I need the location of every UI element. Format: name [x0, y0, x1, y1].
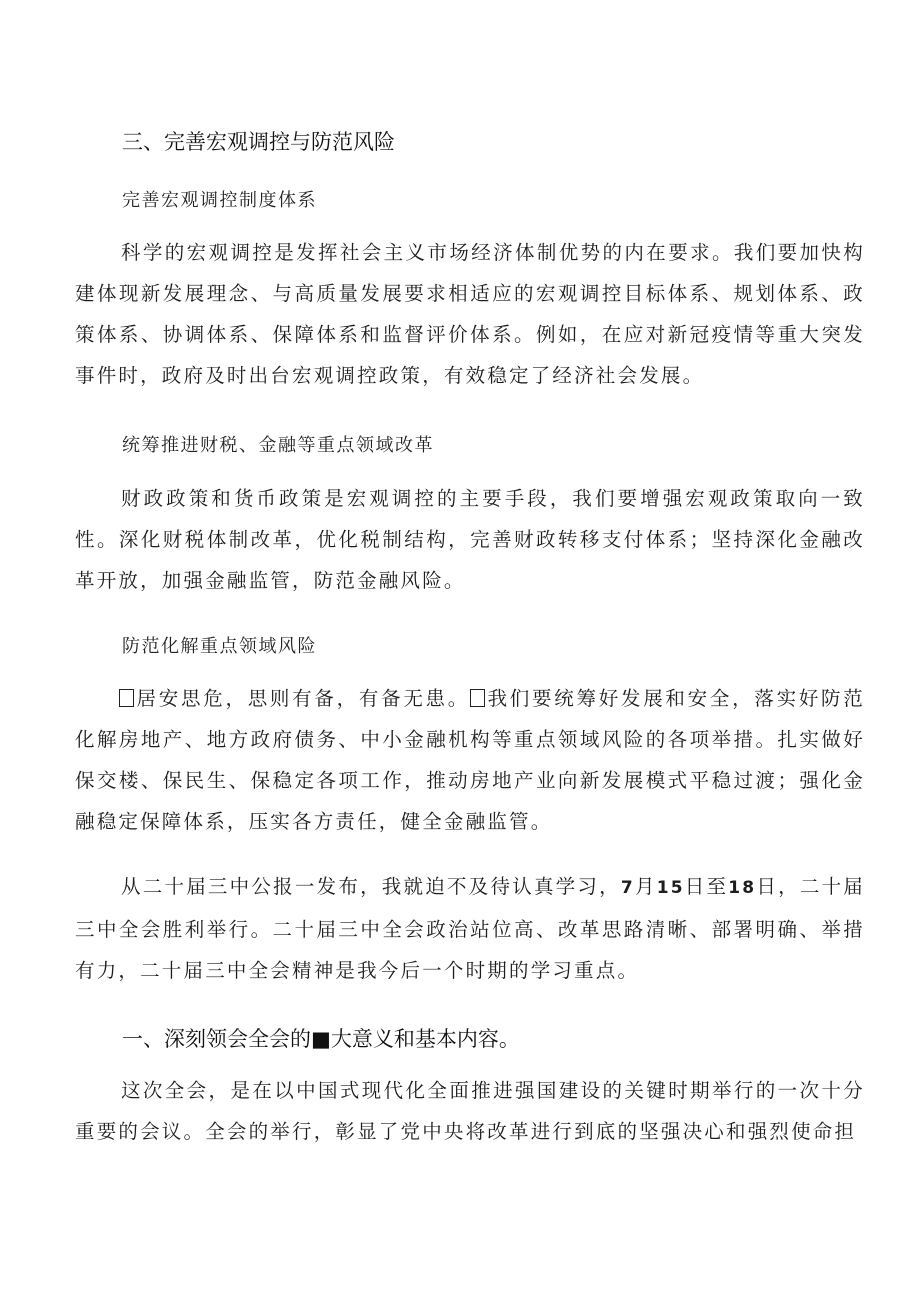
intro-date-month: 7 [620, 878, 635, 898]
paragraph-risk-prevention-quote: 居安思危，思则有备，有备无患。 [136, 687, 471, 710]
paragraph-plenum-intro [75, 866, 865, 991]
placeholder-box-icon [470, 689, 485, 707]
subheading-fiscal-finance-reform: 统筹推进财税、金融等重点领域改革 [122, 435, 434, 456]
subheading-macro-control: 完善宏观调控制度体系 [122, 190, 317, 211]
paragraph-plenum-significance: 这次全会，是在以中国式现代化全面推进强国建设的关键时期举行的一次十分重要的会议。全会的举行，彰显了党中央将改革进行到底的坚强决心和强烈使命担 [75, 1079, 865, 1143]
intro-text-a: 从二十届三中公报一发布，我就迫不及待认真学习， [121, 875, 621, 898]
paragraph-fiscal-finance-reform: 财政政策和货币政策是宏观调控的主要手段，我们要增强宏观政策取向一致性。深化财税体制改革，优化税制结构，完善财政转移支付体系；坚持深化金融改革开放，加强金融监管，防范金融风险。 [75, 487, 865, 592]
paragraph-risk-prevention [75, 678, 865, 842]
section-heading-3: 三、完善宏观调控与防范风险 [122, 130, 395, 154]
intro-text-d: 日，二十届三中全会胜利举行。二十届三中全会政治站位高、改革思路清晰、部署明确、举措有力，二十届三中全会精神是我今后一个时期的学习重点。 [75, 875, 865, 982]
intro-date-start: 15 [656, 878, 685, 898]
subheading-risk-prevention: 防范化解重点领域风险 [122, 636, 317, 657]
paragraph-macro-control: 科学的宏观调控是发挥社会主义市场经济体制优势的内在要求。我们要加快构建体现新发展理念、与高质量发展要求相适应的宏观调控目标体系、规划体系、政策体系、协调体系、保障体系和监督评价体系。例如，在应对新冠疫情等重大突发事件时，政府及时出台宏观调控政策，有效稳定了经济社会发展。 [75, 241, 865, 387]
placeholder-box-icon [119, 689, 134, 707]
intro-text-b: 月 [634, 875, 657, 898]
paragraph-risk-prevention-body: 我们要统筹好发展和安全，落实好防范化解房地产、地方政府债务、中小金融机构等重点领域风险的各项举措。扎实做好保交楼、保民生、保稳定各项工作，推动房地产业向新发展模式平稳过渡；强化金融稳定保障体系，压实各方责任，健全金融监管。 [75, 687, 865, 833]
intro-text-c: 日至 [684, 875, 729, 898]
intro-date-end: 18 [728, 878, 757, 898]
section-heading-1: 一、深刻领会全会的■大意义和基本内容。 [122, 1027, 520, 1051]
